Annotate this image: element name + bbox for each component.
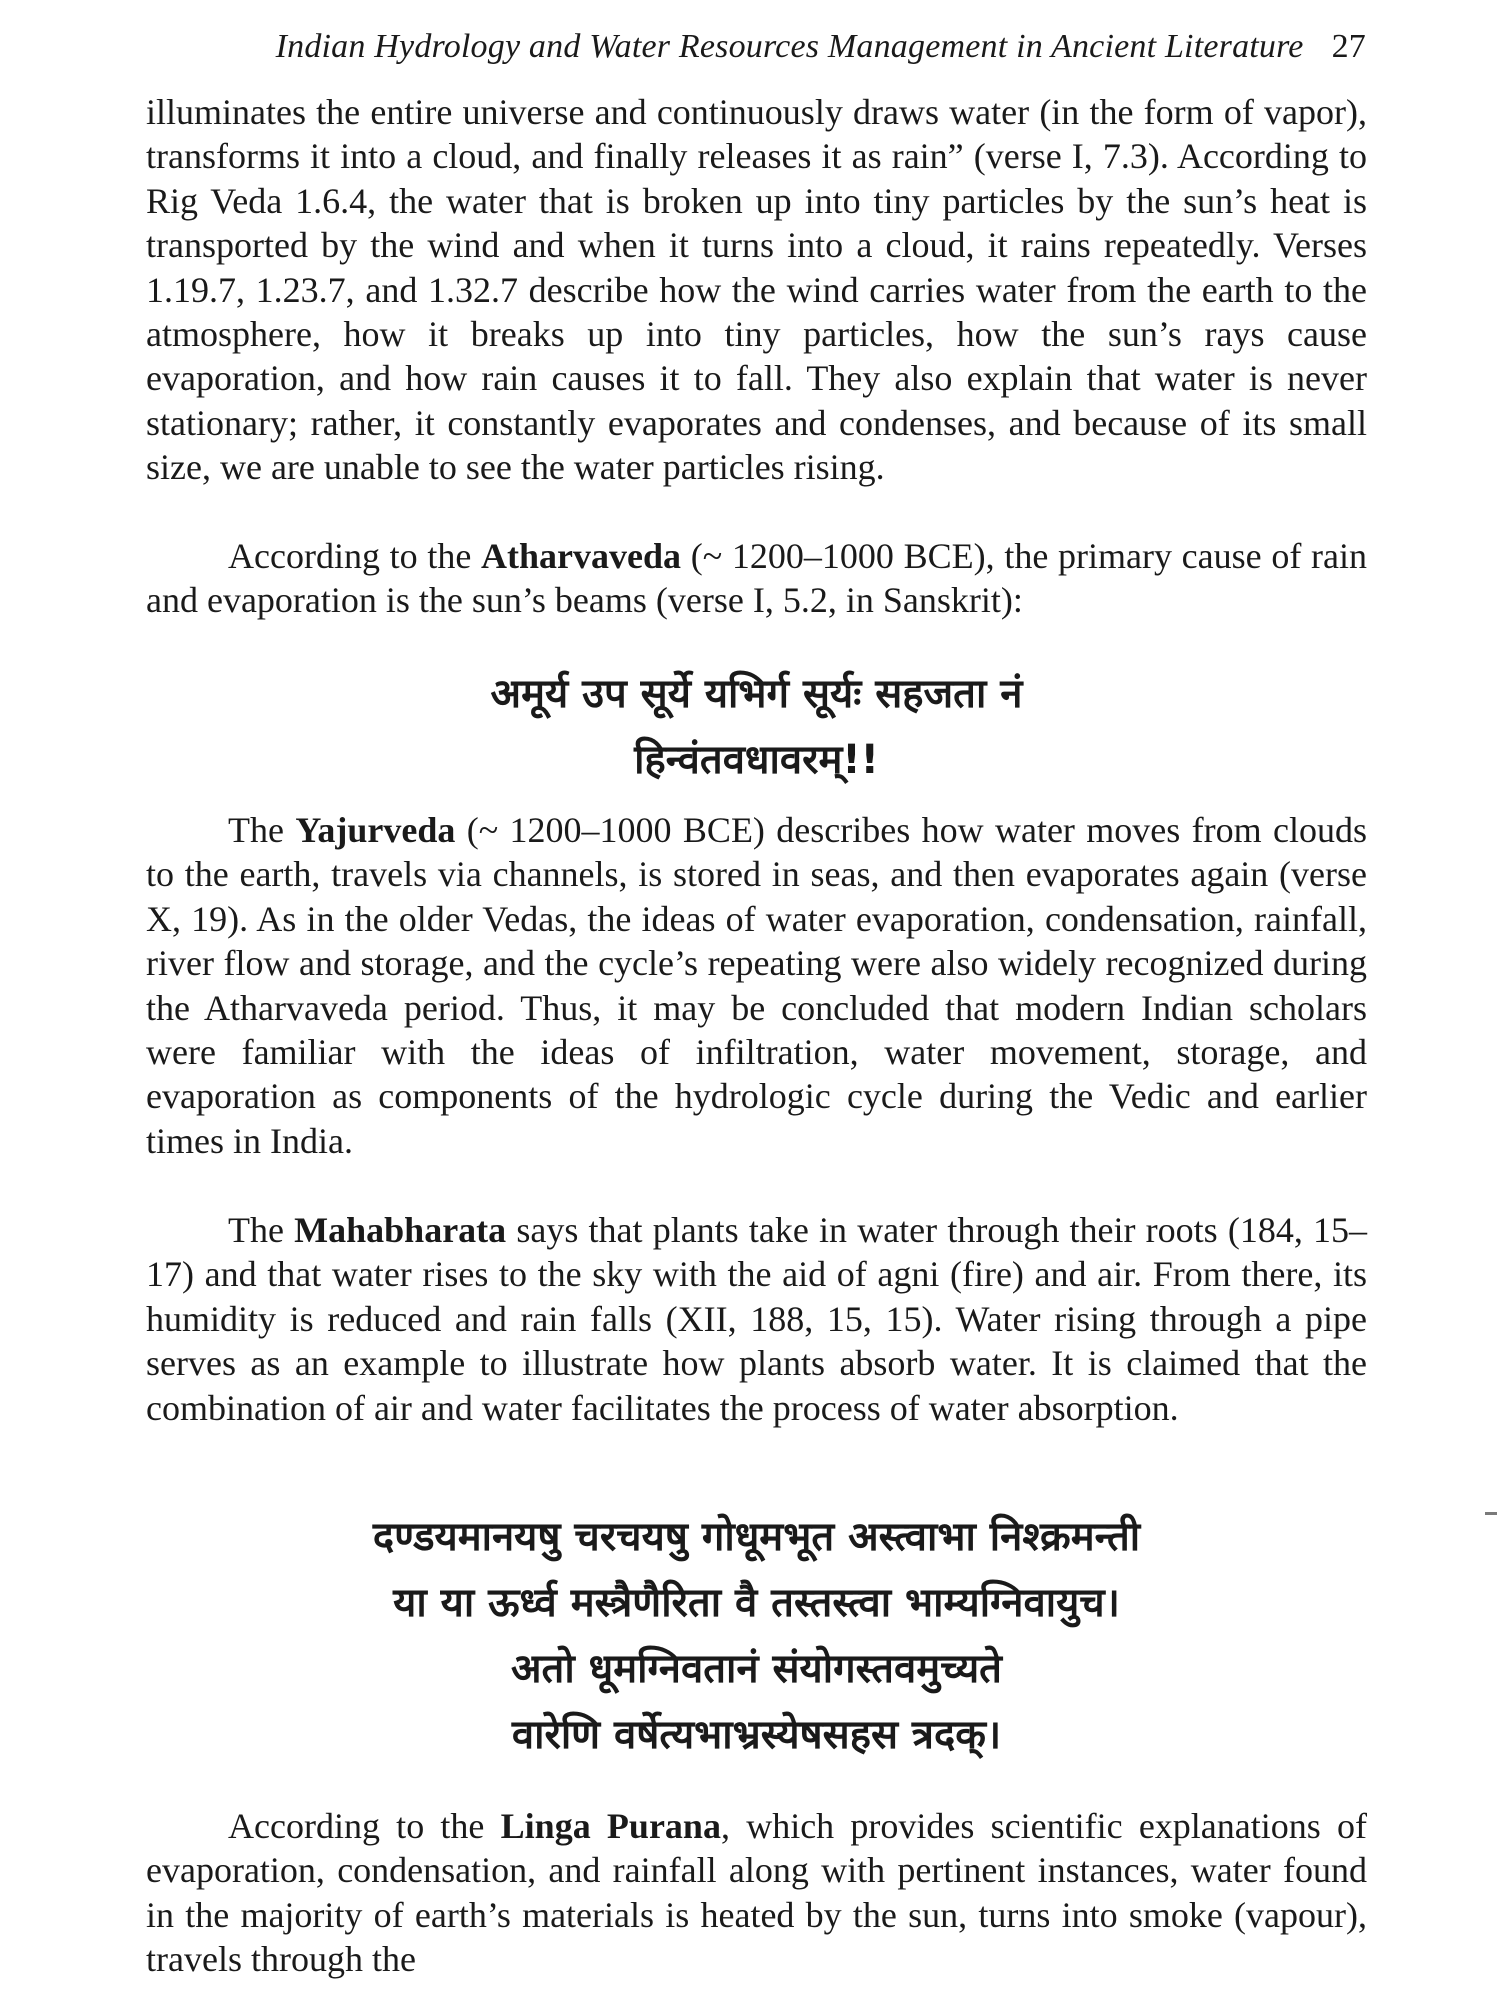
verse-line: वारेणि वर्षेत्यभाभ्रस्येषसहस त्रदक्।	[511, 1712, 1002, 1758]
paragraph-mahabharata: The Mahabharata says that plants take in water through their roots (184, 15–17) and that water rises to the sky with the aid of agni (fire) and air. From there, its humidity is reduced and rain falls (XII, 188, 15, 15). Water rising through a pipe serves as an example to illustrate how plants absorb water. It is claimed that the combination of air and water facilitates the process of water absorption.	[146, 1210, 1368, 1428]
running-header-title: Indian Hydrology and Water Resources Management in Ancient Literature	[275, 28, 1304, 65]
term-atharvaveda: Atharvaveda	[481, 536, 682, 576]
term-yajurveda: Yajurveda	[295, 810, 456, 850]
paragraph-yajurveda: The Yajurveda (~ 1200–1000 BCE) describes how water moves from clouds to the earth, travels via channels, is stored in seas, and then evaporates again (verse X, 19). As in the older Vedas, the ideas of water evaporation, condensation, rainfall, river flow and storage, and the cycle’s repeating were also widely recognized during the Atharvaveda period. Thus, it may be concluded that modern Indian scholars were familiar with the ideas of infiltration, water movement, storage, and evaporation as components of the hydrologic cycle during the Vedic and earlier times in India.	[146, 810, 1367, 1161]
verse-line: दण्डयमानयषु चरचयषु गोधूमभूत अस्त्वाभा निश्क्रमन्ती	[372, 1514, 1141, 1560]
sanskrit-verse-atharvaveda	[146, 661, 1367, 793]
scan-mark	[1485, 1512, 1497, 1515]
verse-line: या या ऊर्ध्व मस्त्रैणैरिता वै तस्तस्त्वा भाम्यग्निवायुच।	[393, 1580, 1120, 1626]
verse-line: हिन्वंतवधावरम्!!	[634, 737, 879, 783]
paragraph-linga-purana: According to the Linga Purana, which provides scientific explanations of evaporation, condensation, and rainfall along with pertinent instances, water found in the majority of earth’s materials is heated by the sun, turns into smoke (vapour), travels through the	[146, 1806, 1367, 1980]
verse-line: अमूर्य उप सूर्ये यभिर्ग सूर्यः सहजता नं	[490, 671, 1023, 717]
term-linga-purana: Linga Purana	[500, 1806, 721, 1846]
sanskrit-verse-mahabharata	[146, 1504, 1367, 1768]
paragraph-rig-veda: illuminates the entire universe and continuously draws water (in the form of vapor), transforms it into a cloud, and finally releases it as rain” (verse I, 7.3). According to Rig Veda 1.6.4, the water that is broken up into tiny particles by the sun’s heat is transported by the wind and when it turns into a cloud, it rains repeatedly. Verses 1.19.7, 1.23.7, and 1.32.7 describe how the wind carries water from the earth to the atmosphere, how it breaks up into tiny particles, how the sun’s rays cause evaporation, and how rain causes it to fall. They also explain that water is never stationary; rather, it constantly evaporates and condenses, and because of its small size, we are unable to see the water particles rising.	[146, 92, 1367, 488]
page-number: 27	[1331, 28, 1366, 65]
term-mahabharata: Mahabharata	[294, 1210, 507, 1250]
paragraph-atharvaveda: According to the Atharvaveda (~ 1200–1000 BCE), the primary cause of rain and evaporation is the sun’s beams (verse I, 5.2, in Sanskrit):	[146, 536, 1367, 621]
verse-line: अतो धूमग्निवतानं संयोगस्तवमुच्यते	[511, 1646, 1002, 1692]
running-header	[256, 28, 1366, 66]
